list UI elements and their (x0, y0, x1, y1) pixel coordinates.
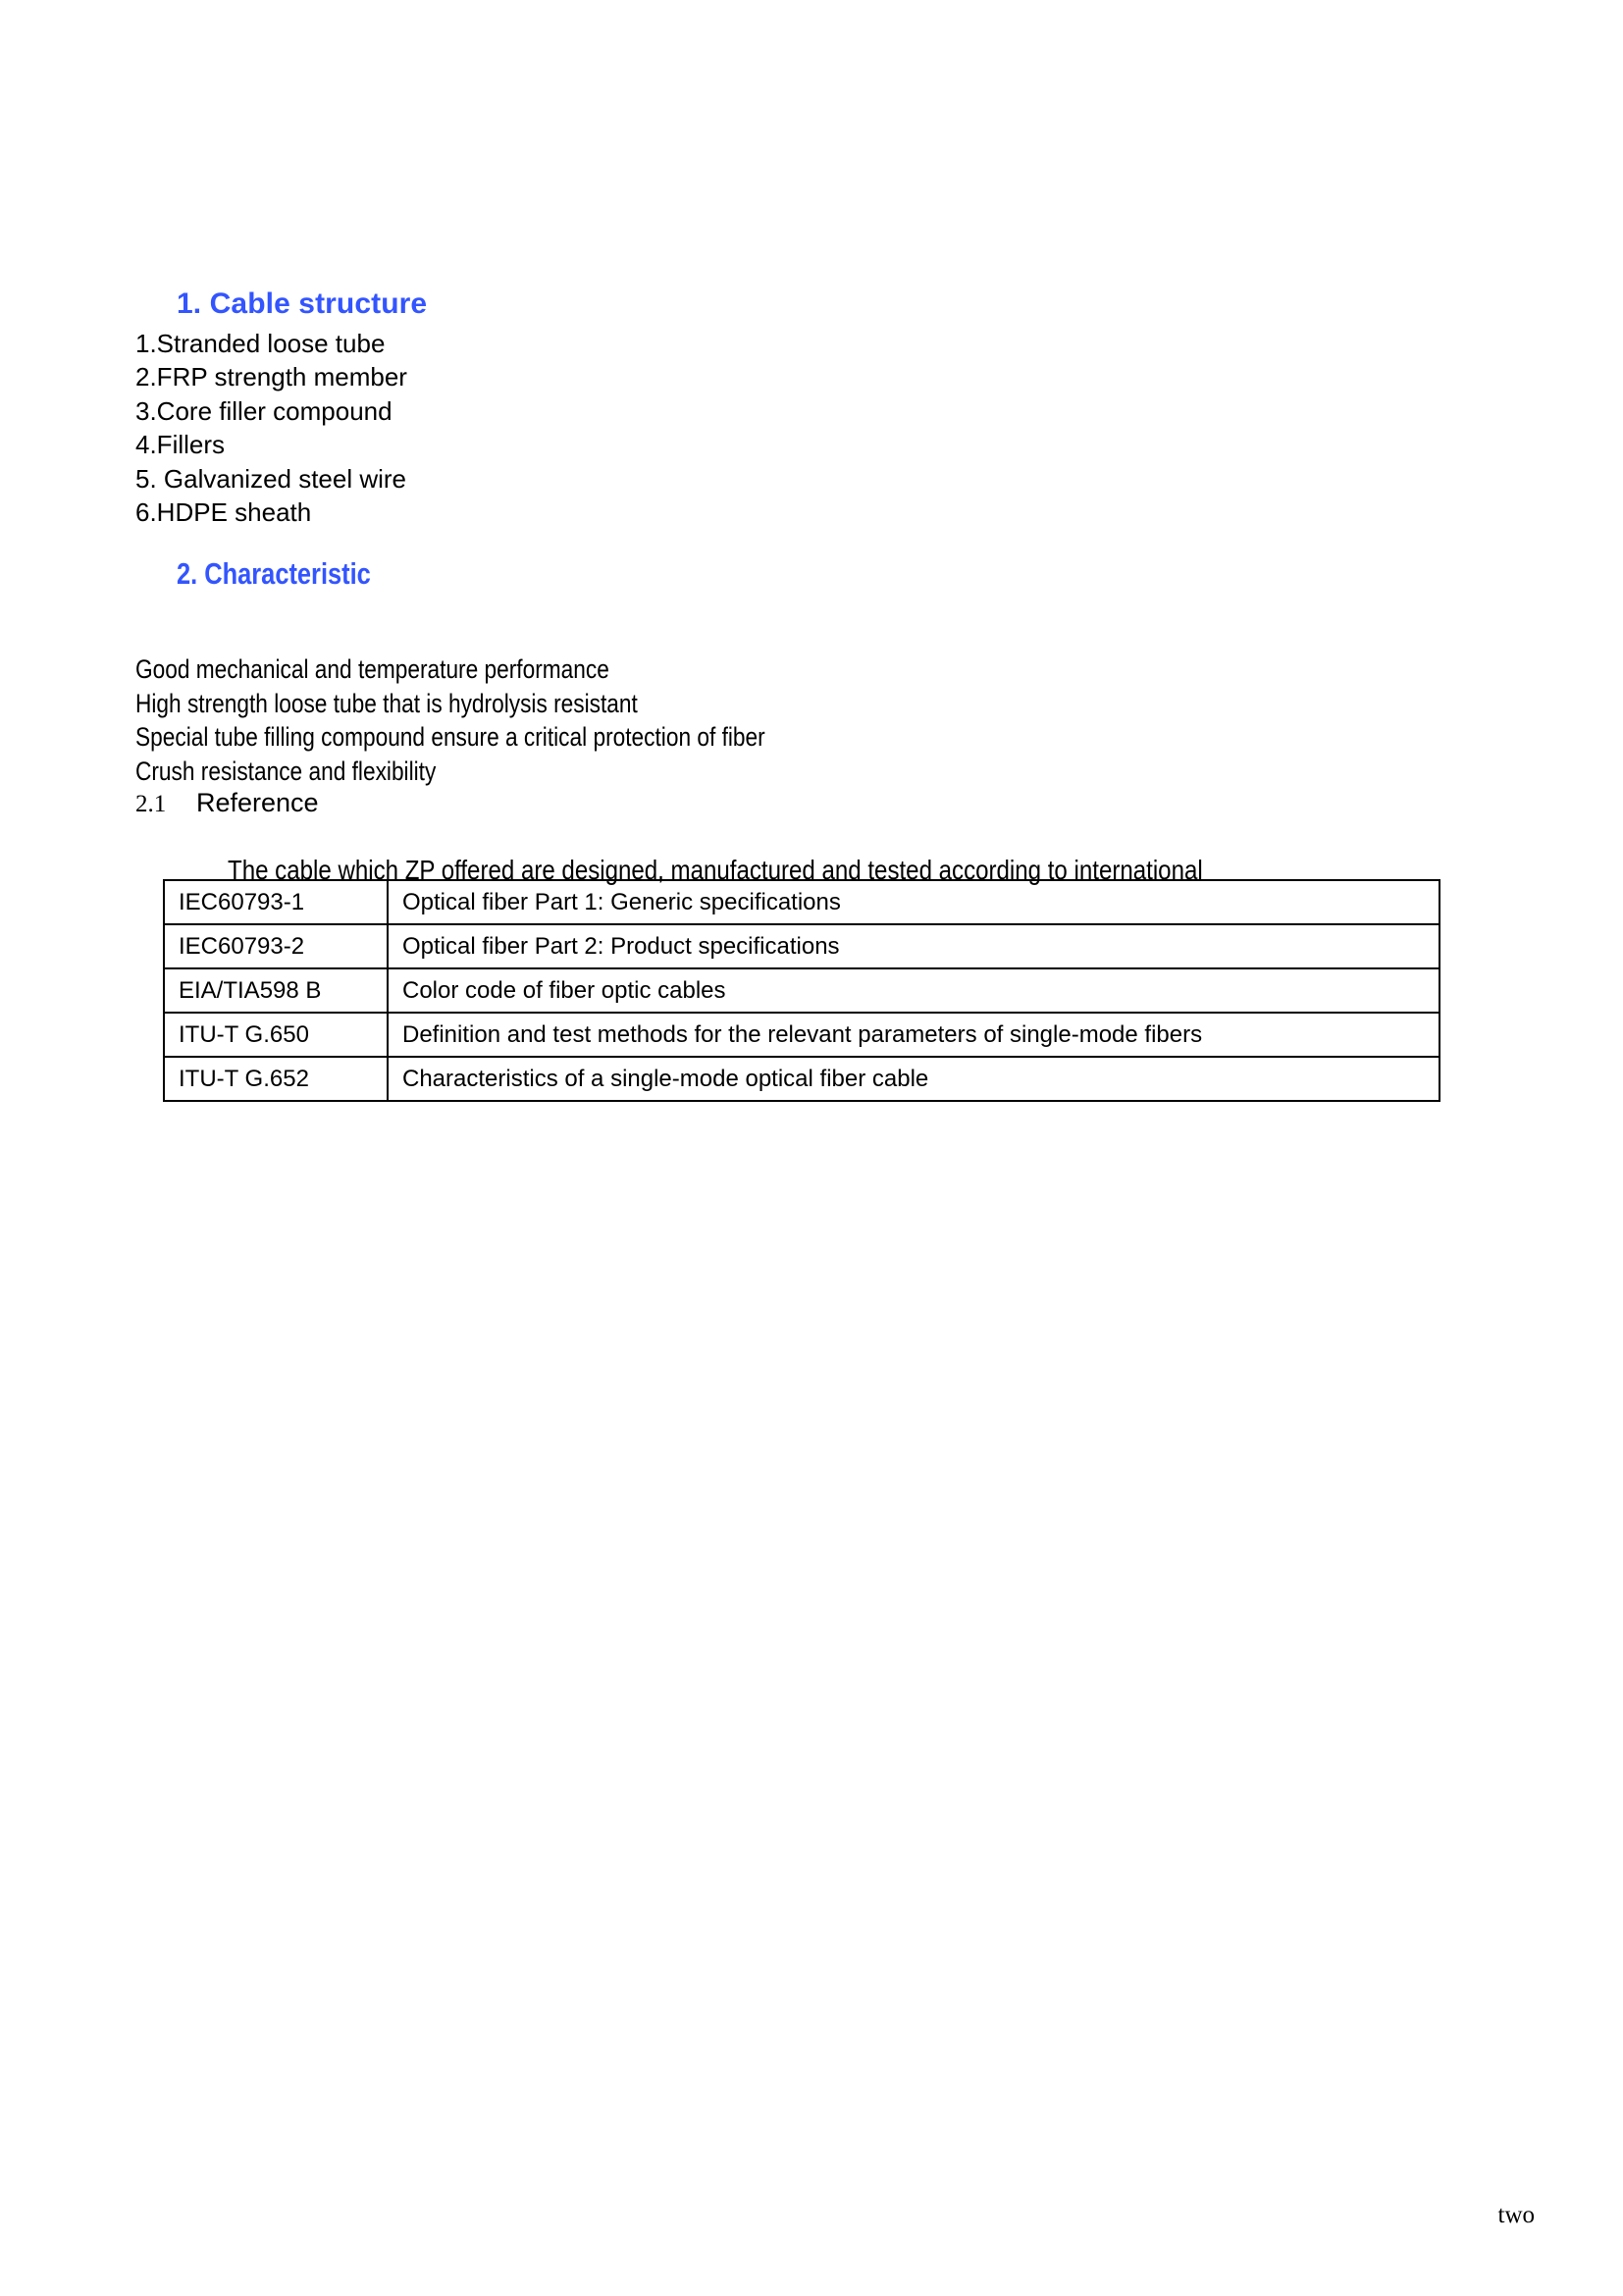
list-item: 3.Core filler compound (135, 395, 393, 426)
table-row (164, 880, 1440, 924)
subsection-title: Reference (196, 788, 319, 818)
page-number-footer: two (1497, 2202, 1535, 2228)
table-cell-description: Definition and test methods for the relevant parameters of single-mode fibers (388, 1013, 1440, 1057)
table-cell-code: IEC60793-1 (164, 880, 388, 924)
characteristic-list (135, 652, 1460, 788)
table-cell-code: ITU-T G.650 (164, 1013, 388, 1057)
table-row (164, 924, 1440, 968)
section-cable-structure (135, 287, 1411, 530)
table-cell-code: EIA/TIA598 B (164, 968, 388, 1013)
table-row (164, 1057, 1440, 1101)
list-item: High strength loose tube that is hydrolysis resistant (135, 688, 638, 718)
cable-structure-list (135, 327, 1411, 530)
subsection-number: 2.1 (135, 791, 167, 818)
reference-intro-paragraph: The cable which ZP offered are designed, manufactured and tested according to international (228, 855, 1203, 885)
list-item: 2.FRP strength member (135, 362, 407, 392)
list-item: 6.HDPE sheath (135, 497, 312, 528)
table-cell-code: IEC60793-2 (164, 924, 388, 968)
list-item: Good mechanical and temperature performance (135, 654, 609, 685)
table-cell-description: Optical fiber Part 2: Product specifications (388, 924, 1440, 968)
table-cell-description: Characteristics of a single-mode optical fiber cable (388, 1057, 1440, 1101)
list-item: 1.Stranded loose tube (135, 328, 386, 358)
section-one-heading: 1. Cable structure (177, 287, 428, 320)
table-body (164, 880, 1440, 1101)
table-row (164, 968, 1440, 1013)
list-item: Crush resistance and flexibility (135, 756, 437, 786)
subsection-reference-heading (135, 788, 1460, 818)
list-item: 5. Galvanized steel wire (135, 463, 407, 494)
table-cell-code: ITU-T G.652 (164, 1057, 388, 1101)
reference-standards-table (163, 879, 1440, 1102)
section-characteristic (135, 555, 1460, 818)
section-two-heading: 2. Characteristic (177, 556, 371, 591)
table-cell-description: Color code of fiber optic cables (388, 968, 1440, 1013)
table-cell-description: Optical fiber Part 1: Generic specifications (388, 880, 1440, 924)
list-item: Special tube filling compound ensure a critical protection of fiber (135, 722, 765, 753)
list-item: 4.Fillers (135, 430, 226, 460)
table-row (164, 1013, 1440, 1057)
